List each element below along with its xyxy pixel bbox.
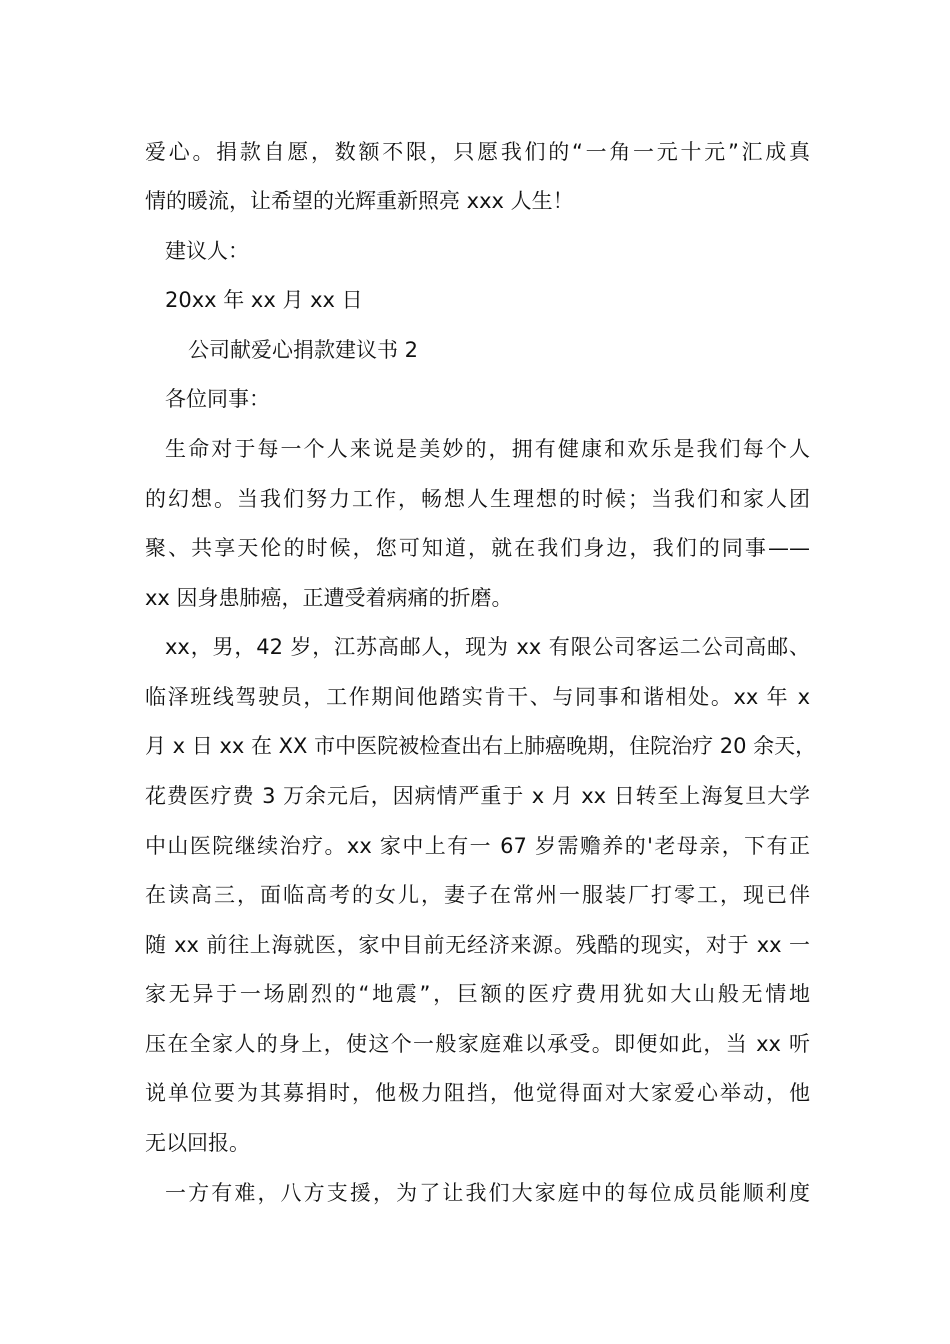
paragraph-line: 花费医疗费 3 万余元后，因病情严重于 x 月 xx 日转至上海复旦大学 [145,784,810,808]
paragraph-line: xx，男，42 岁，江苏高邮人，现为 xx 有限公司客运二公司高邮、 [165,635,810,659]
signature-label: 建议人： [165,239,249,263]
salutation: 各位同事： [165,387,270,411]
paragraph-line: 爱心。捐款自愿，数额不限，只愿我们的“一角一元十元”汇成真 [145,140,810,164]
paragraph-line: 无以回报。 [145,1131,250,1155]
paragraph-line: 情的暖流，让希望的光辉重新照亮 xxx 人生！ [145,189,574,213]
paragraph-line: 聚、共享天伦的时候，您可知道，就在我们身边，我们的同事—— [145,536,810,560]
paragraph-line: 说单位要为其募捐时，他极力阻挡，他觉得面对大家爱心举动，他 [145,1081,810,1105]
paragraph-line: xx 因身患肺癌，正遭受着病痛的折磨。 [145,586,513,610]
paragraph-line: 临泽班线驾驶员，工作期间他踏实肯干、与同事和谐相处。xx 年 x [145,685,810,709]
paragraph-line: 家无异于一场剧烈的“地震”，巨额的医疗费用犹如大山般无情地 [145,982,810,1006]
paragraph-line: 的幻想。当我们努力工作，畅想人生理想的时候；当我们和家人团 [145,487,810,511]
paragraph-line: 月 x 日 xx 在 XX 市中医院被检查出右上肺癌晚期，住院治疗 20 余天， [145,734,817,758]
paragraph-line: 一方有难，八方支援，为了让我们大家庭中的每位成员能顺利度 [165,1181,810,1205]
date-line: 20xx 年 xx 月 xx 日 [165,288,363,312]
paragraph-line: 压在全家人的身上，使这个一般家庭难以承受。即便如此，当 xx 听 [145,1032,810,1056]
section-title: 公司献爱心捐款建议书 2 [188,338,419,362]
paragraph-line: 随 xx 前往上海就医，家中目前无经济来源。残酷的现实，对于 xx 一 [145,933,810,957]
paragraph-line: 生命对于每一个人来说是美妙的，拥有健康和欢乐是我们每个人 [165,437,810,461]
paragraph-line: 在读高三，面临高考的女儿，妻子在常州一服装厂打零工，现已伴 [145,883,810,907]
paragraph-line: 中山医院继续治疗。xx 家中上有一 67 岁需赡养的'老母亲，下有正 [145,834,810,858]
